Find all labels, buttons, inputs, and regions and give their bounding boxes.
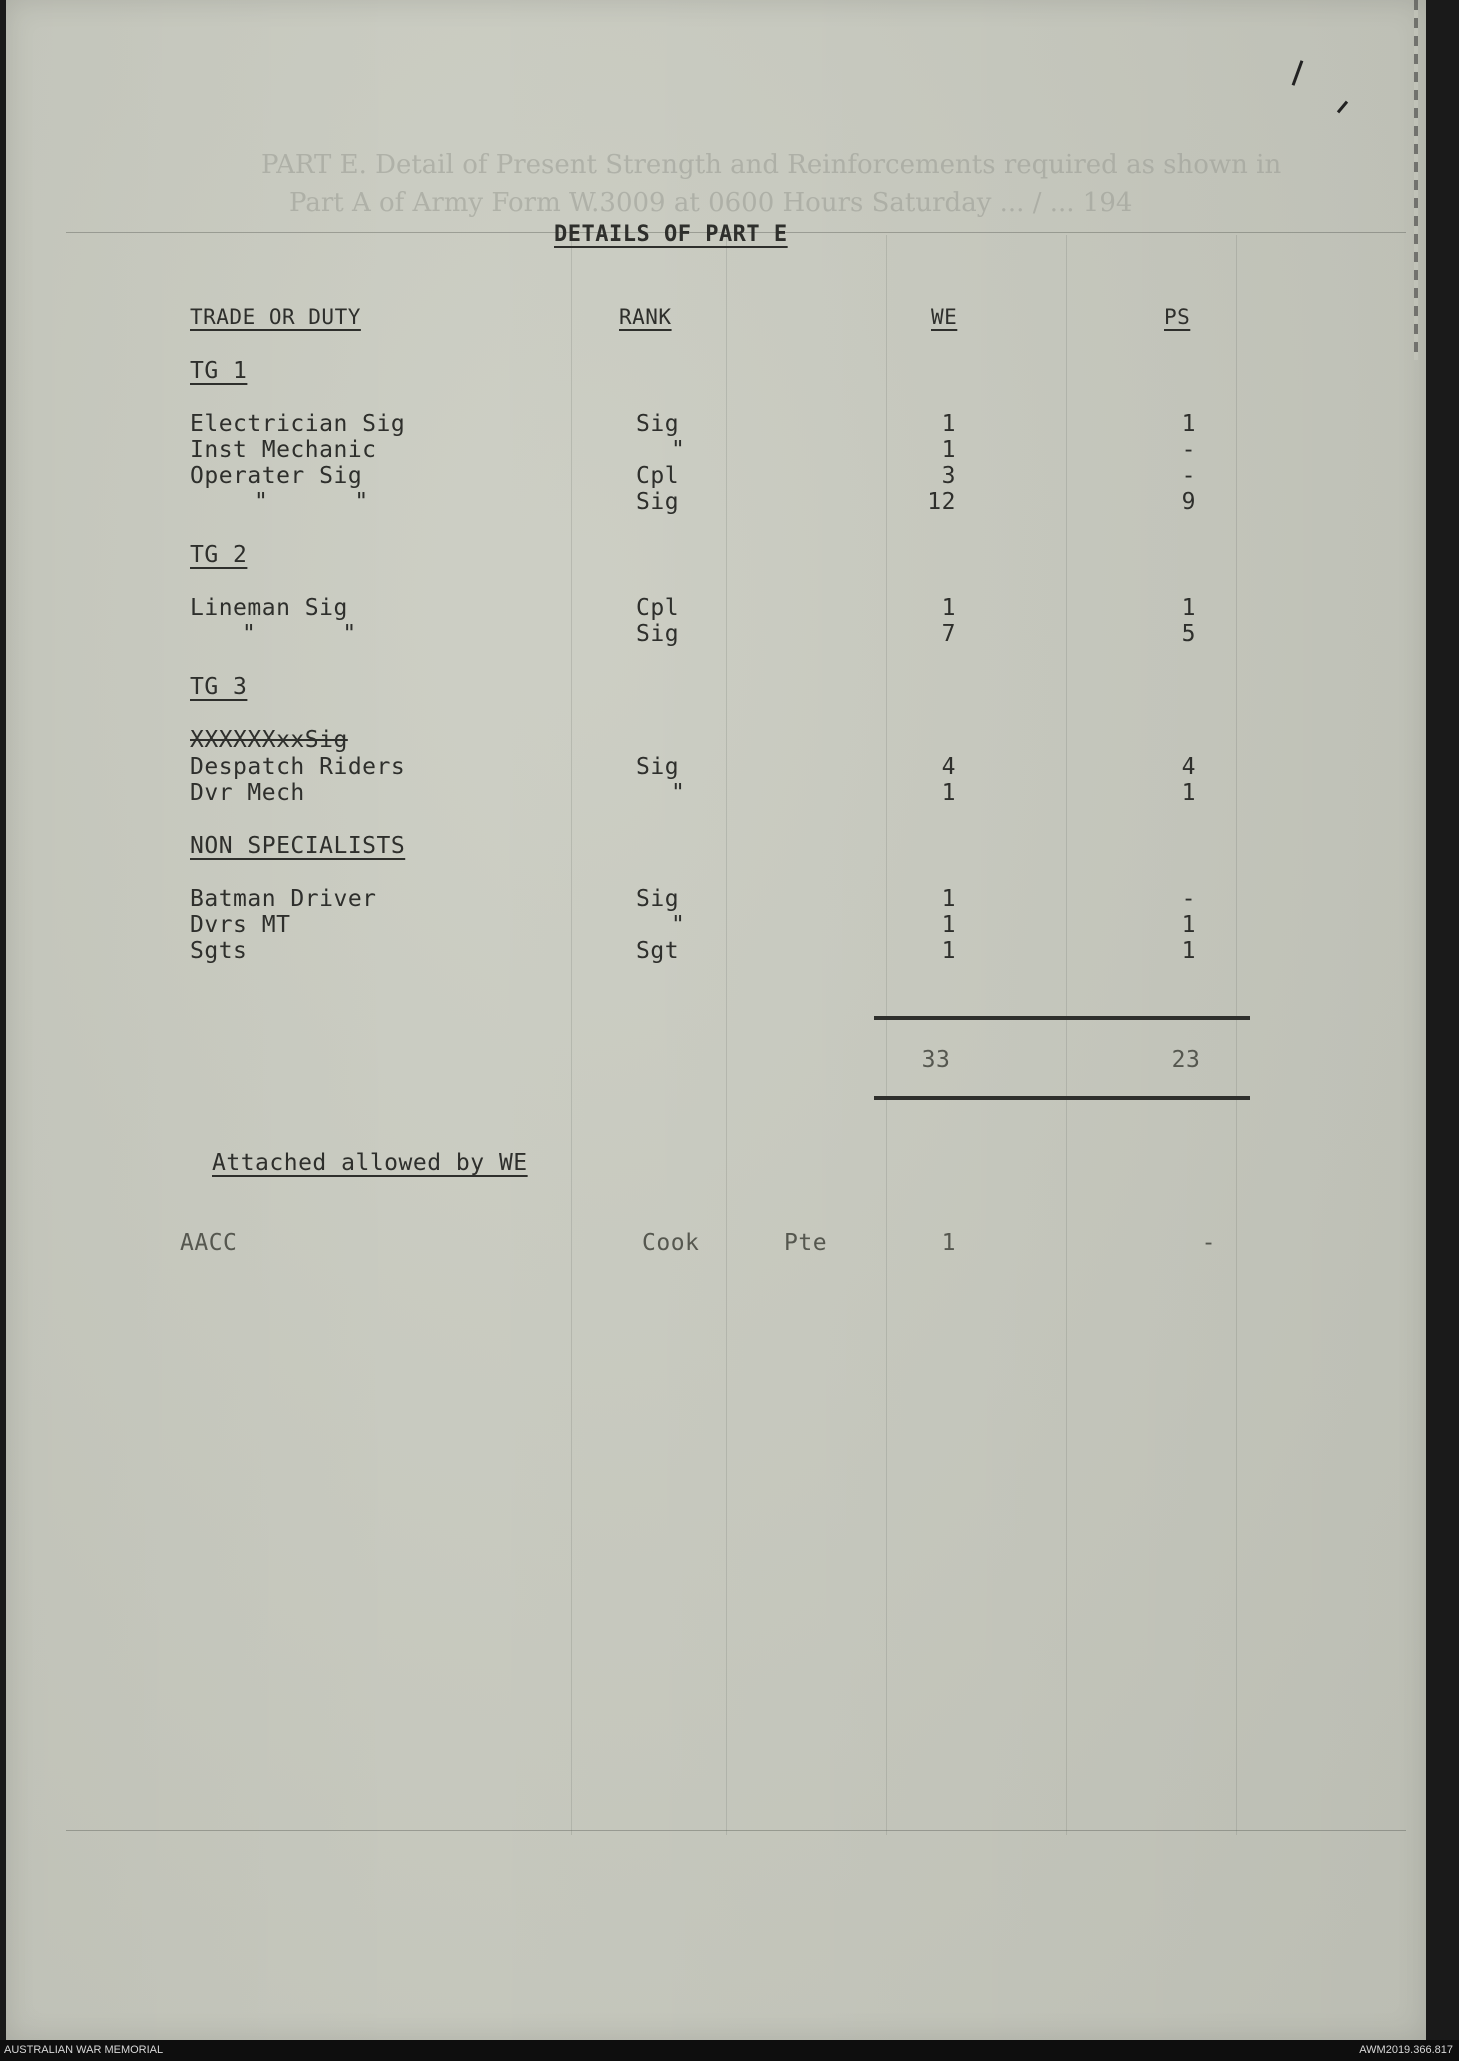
trade-cell: Batman Driver [190,886,377,912]
attached-we: 1 [941,1230,956,1256]
total-we: 33 [921,1047,951,1073]
we-cell: 7 [941,621,956,647]
rank-cell: Sgt [636,938,680,964]
column-header-we: WE [931,305,958,329]
ps-cell: 1 [1181,411,1196,437]
column-header-trade: TRADE OR DUTY [190,305,361,329]
attached-ps: - [1201,1230,1216,1256]
total-rule-bottom [874,1096,1250,1100]
trade-cell: Dvrs MT [190,912,291,938]
we-cell: 4 [941,754,956,780]
ps-cell: 1 [1181,780,1196,806]
trade-cell: " " [254,489,369,515]
we-cell: 1 [941,886,956,912]
struck-out-entry: XXXXXXxxSig [190,727,348,753]
trade-cell: Dvr Mech [190,780,305,806]
rank-cell: Sig [636,489,680,515]
form-column-rule [571,235,572,1835]
footer-institution: AUSTRALIAN WAR MEMORIAL [4,2044,164,2056]
rank-cell: Sig [636,886,680,912]
attached-rank: Pte [784,1230,828,1256]
attached-trade: Cook [642,1230,700,1256]
ps-cell: 5 [1181,621,1196,647]
trade-cell: Operater Sig [190,463,363,489]
we-cell: 1 [941,411,956,437]
attached-unit: AACC [180,1230,238,1256]
pencil-mark [1292,60,1304,85]
form-column-rule [886,235,887,1835]
trade-cell: " " [242,621,357,647]
rank-cell: Cpl [636,595,680,621]
page-title: DETAILS OF PART E [554,222,788,247]
rank-cell: Cpl [636,463,680,489]
form-column-rule [1066,235,1067,1835]
group-heading-tg3: TG 3 [190,674,248,700]
group-heading-non-specialists: NON SPECIALISTS [190,833,406,859]
column-header-ps: PS [1164,305,1191,329]
archive-footer [0,2040,1459,2061]
background-heading-line2: Part A of Army Form W.3009 at 0600 Hours Saturday ... / ... 194 [289,188,1133,218]
total-ps: 23 [1171,1047,1201,1073]
background-heading-line1: PART E. Detail of Present Strength and Reinforcements required as shown in [261,150,1282,180]
total-rule-top [874,1016,1250,1020]
ps-cell: 1 [1181,938,1196,964]
torn-edge [1414,0,1418,360]
ps-cell: - [1181,437,1196,463]
we-cell: 1 [941,780,956,806]
trade-cell: Inst Mechanic [190,437,377,463]
rank-cell: Sig [636,754,680,780]
rank-cell: " [671,437,686,463]
trade-cell: Sgts [190,938,248,964]
rank-cell: Sig [636,621,680,647]
ps-cell: 1 [1181,912,1196,938]
footer-accession-number: AWM2019.366.817 [1359,2044,1453,2056]
group-heading-tg2: TG 2 [190,542,248,568]
we-cell: 12 [927,489,956,515]
we-cell: 1 [941,912,956,938]
we-cell: 1 [941,437,956,463]
pencil-mark [1337,101,1348,114]
ps-cell: 4 [1181,754,1196,780]
form-column-rule [1236,235,1237,1835]
ps-cell: 1 [1181,595,1196,621]
we-cell: 1 [941,595,956,621]
trade-cell: Electrician Sig [190,411,406,437]
ps-cell: - [1181,463,1196,489]
form-column-rule [726,235,727,1835]
rank-cell: " [671,912,686,938]
rank-cell: Sig [636,411,680,437]
document-page [6,0,1426,2040]
form-rule [66,1830,1406,1831]
trade-cell: Despatch Riders [190,754,406,780]
trade-cell: Lineman Sig [190,595,348,621]
attached-heading: Attached allowed by WE [212,1150,528,1176]
column-header-rank: RANK [619,305,672,329]
group-heading-tg1: TG 1 [190,358,248,384]
ps-cell: 9 [1181,489,1196,515]
ps-cell: - [1181,886,1196,912]
we-cell: 3 [941,463,956,489]
rank-cell: " [671,780,686,806]
we-cell: 1 [941,938,956,964]
